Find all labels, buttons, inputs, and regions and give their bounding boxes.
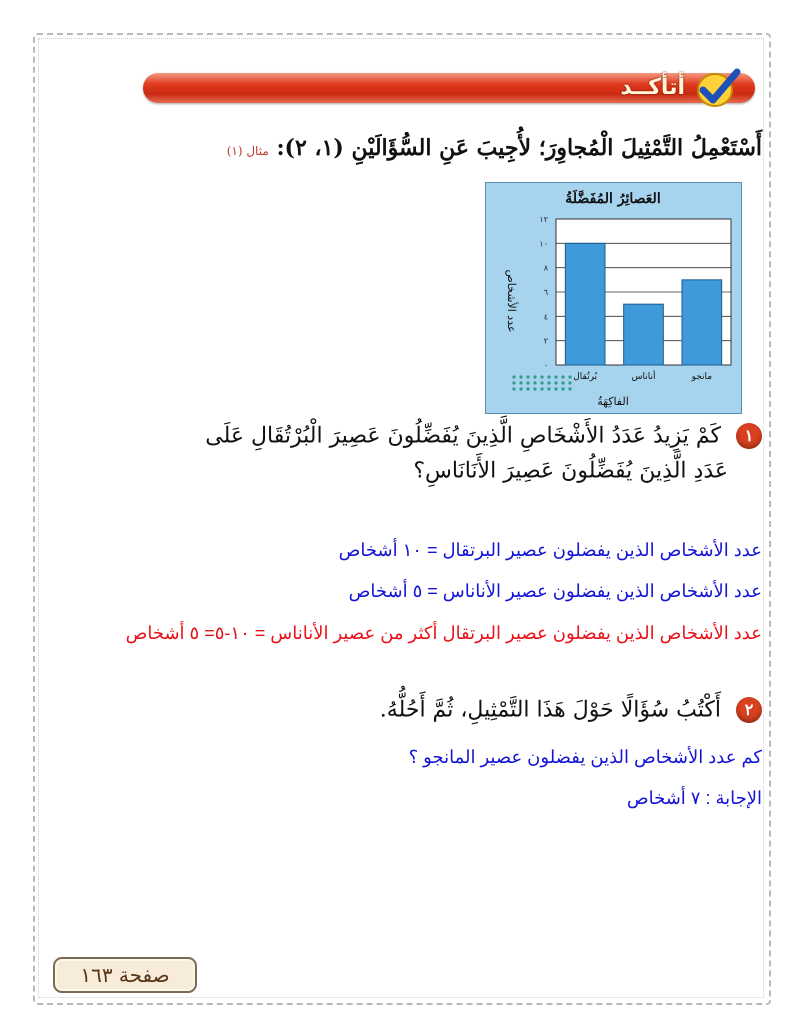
question-2-text: أَكْتُبُ سُؤَالًا حَوْلَ هَذَا التَّمْثِيلِ، ثُمَّ أَحُلُّهُ. bbox=[379, 697, 721, 723]
question-1-line1: كَمْ يَزِيدُ عَدَدُ الأَشْخَاصِ الَّذِينَ يُفَضِّلُونَ عَصِيرَ الْبُرْتُقَالِ عَلَى bbox=[205, 423, 721, 449]
chart-decor-dot bbox=[547, 387, 550, 390]
chart-y-tick-label: ١٠ bbox=[539, 239, 548, 249]
chart-y-tick-label: ٢ bbox=[543, 336, 548, 346]
chart-x-tick-label: مانجو bbox=[691, 372, 713, 382]
chart-decor-dot bbox=[554, 375, 557, 378]
chart-decor-dot bbox=[540, 381, 543, 384]
answer-2-answer: الإجابة : ٧ أشخاص bbox=[626, 788, 762, 808]
question-1-cont bbox=[8, 458, 728, 484]
chart-decor-dot bbox=[540, 387, 543, 390]
chart-title: العَصائِرُ المُفَضَّلَةُ bbox=[565, 191, 661, 207]
chart-decor-dot bbox=[519, 381, 522, 384]
chart-y-tick-label: ١٢ bbox=[539, 215, 548, 224]
chart-decor-dot bbox=[533, 381, 536, 384]
chart-x-axis-label: الفاكِهَةُ bbox=[597, 395, 629, 408]
instruction-text: أَسْتَعْمِلُ التَّمْثِيلَ الْمُجاوِرَ؛ لأُجِيبَ عَنِ السُّؤَالَيْنِ (١، ٢): bbox=[276, 135, 762, 161]
chart-x-tick-label: بُرتُقال bbox=[573, 372, 598, 382]
chart-svg bbox=[486, 183, 741, 413]
chart-decor-dot bbox=[512, 375, 515, 378]
example-reference: مثال (١) bbox=[226, 144, 269, 158]
chart-decor-dot bbox=[540, 375, 543, 378]
chart-x-tick-label: أناناس bbox=[631, 372, 656, 382]
chart-decor-dot bbox=[526, 381, 529, 384]
instruction bbox=[42, 135, 762, 161]
chart-bar bbox=[624, 304, 664, 365]
question-2-number: ٢ bbox=[736, 697, 762, 723]
chart-decor-dot bbox=[554, 381, 557, 384]
banner-title: أتأكــد bbox=[620, 75, 685, 100]
chart-decor-dot bbox=[547, 375, 550, 378]
chart-decor-dot bbox=[512, 387, 515, 390]
chart-bar bbox=[682, 280, 722, 365]
chart-decor-dot bbox=[526, 387, 529, 390]
chart-decor-dot bbox=[526, 375, 529, 378]
chart-decor-dot bbox=[533, 387, 536, 390]
question-1 bbox=[42, 423, 762, 449]
chart-y-tick-label: ٨ bbox=[543, 263, 548, 273]
bar-chart bbox=[485, 182, 742, 414]
answer-1-line-2: عدد الأشخاص الذين يفضلون عصير الأناناس = ٥ أشخاص bbox=[348, 581, 762, 601]
chart-decor-dot bbox=[533, 375, 536, 378]
chart-decor-dot bbox=[561, 387, 564, 390]
question-1-line2: عَدَدِ الَّذِينَ يُفَضِّلُونَ عَصِيرَ الأَنَانَاسِ؟ bbox=[413, 458, 728, 484]
chart-decor-dot bbox=[547, 381, 550, 384]
chart-decor-dot bbox=[512, 381, 515, 384]
chart-bar bbox=[565, 243, 605, 365]
chart-decor-dot bbox=[568, 381, 571, 384]
question-1-number: ١ bbox=[736, 423, 762, 449]
chart-decor-dot bbox=[561, 381, 564, 384]
chart-decor-dot bbox=[554, 387, 557, 390]
answer-1-line-3: عدد الأشخاص الذين يفضلون عصير البرتقال أكثر من عصير الأناناس = ١٠-٥= ٥ أشخاص bbox=[125, 623, 762, 643]
checkmark-icon bbox=[693, 66, 743, 110]
section-banner bbox=[143, 73, 755, 103]
chart-decor-dot bbox=[561, 375, 564, 378]
chart-y-tick-label: ٤ bbox=[543, 312, 548, 322]
chart-decor-dot bbox=[568, 387, 571, 390]
chart-decor-dot bbox=[519, 375, 522, 378]
answer-1-line-1: عدد الأشخاص الذين يفضلون عصير البرتقال = ١٠ أشخاص bbox=[338, 540, 762, 560]
chart-y-tick-label: ٦ bbox=[543, 288, 548, 297]
chart-decor-dot bbox=[568, 375, 571, 378]
question-2 bbox=[42, 697, 762, 723]
page-number-label: صفحة ١٦٣ bbox=[53, 957, 197, 993]
chart-y-tick-label: ٠ bbox=[543, 361, 548, 370]
answer-2-question: كم عدد الأشخاص الذين يفضلون عصير المانجو ؟ bbox=[408, 747, 762, 767]
chart-y-axis-label: عدد الأشخاص bbox=[505, 269, 518, 333]
chart-decor-dot bbox=[519, 387, 522, 390]
